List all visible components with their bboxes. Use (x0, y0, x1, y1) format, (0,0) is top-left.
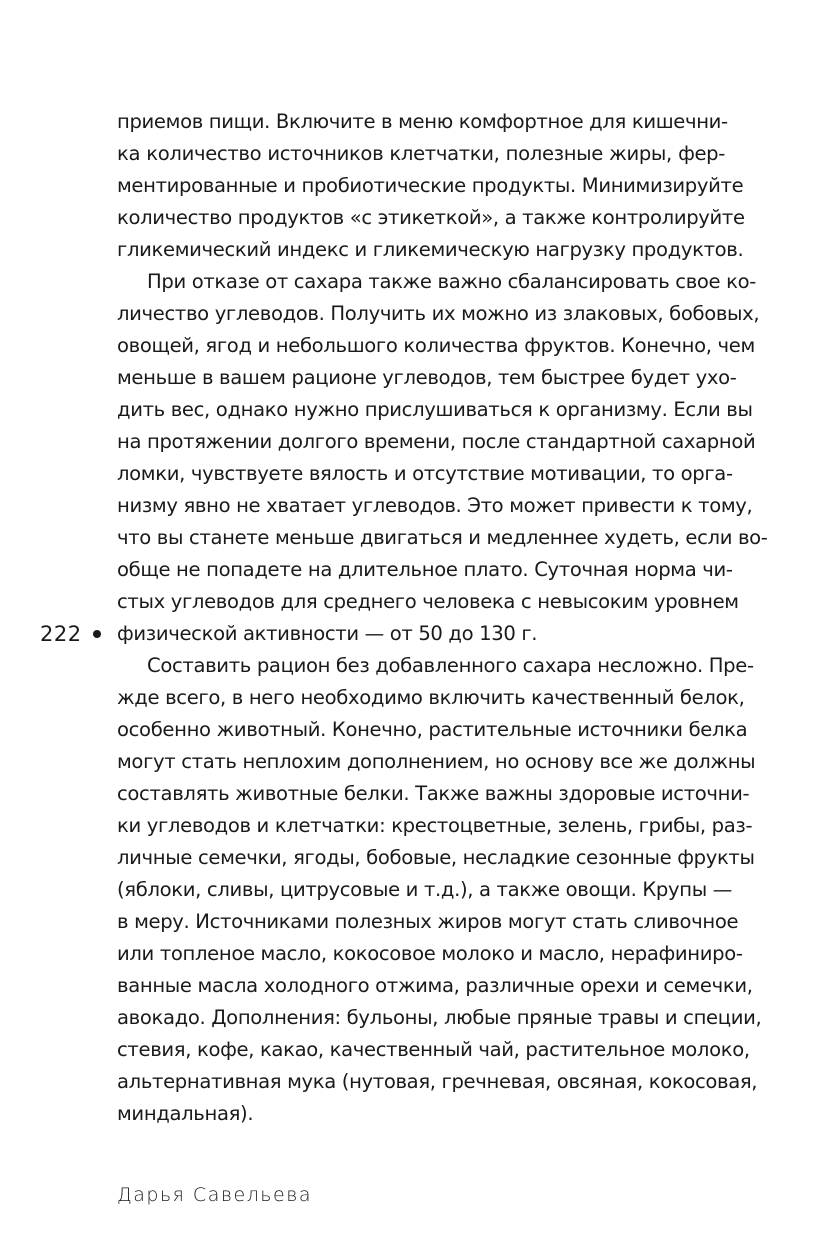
text-line: гликемический индекс и гликемическую нагрузку продуктов. (117, 238, 744, 261)
text-line: ломки, чувствуете вялость и отсутствие мотивации, то орга- (117, 462, 733, 485)
text-line: миндальная). (117, 1102, 254, 1125)
text-line: составлять животные белки. Также важны здоровые источни- (117, 782, 750, 805)
text-line: ментированные и пробиотические продукты. Минимизируйте (117, 174, 744, 197)
text-line: или топленое масло, кокосовое молоко и масло, нерафиниро- (117, 942, 743, 965)
text-line: стых углеводов для среднего человека с невысоким уровнем (117, 590, 739, 613)
text-line: личные семечки, ягоды, бобовые, несладкие сезонные фрукты (117, 846, 755, 869)
text-line: что вы станете меньше двигаться и медленнее худеть, если во- (117, 526, 768, 549)
text-line: обще не попадете на длительное плато. Суточная норма чи- (117, 558, 733, 581)
text-line: авокадо. Дополнения: бульоны, любые пряные травы и специи, (117, 1006, 762, 1029)
text-line: личество углеводов. Получить их можно из злаковых, бобовых, (117, 302, 760, 325)
text-line: приемов пищи. Включите в меню комфортное для кишечни- (117, 110, 728, 133)
text-line: на протяжении долгого времени, после стандартной сахарной (117, 430, 756, 453)
text-line: ка количество источников клетчатки, полезные жиры, фер- (117, 142, 725, 165)
text-line: низму явно не хватает углеводов. Это может привести к тому, (117, 494, 753, 517)
page-number-bullet (93, 630, 101, 638)
text-line: физической активности — от 50 до 130 г. (117, 622, 538, 645)
page-number: 222 (40, 622, 82, 646)
text-line: количество продуктов «с этикеткой», а также контролируйте (117, 206, 745, 229)
text-line: Составить рацион без добавленного сахара несложно. Пре- (147, 654, 754, 677)
text-line: в меру. Источниками полезных жиров могут стать сливочное (117, 910, 739, 933)
text-line: (яблоки, сливы, цитрусовые и т.д.), а также овощи. Крупы — (117, 878, 732, 901)
text-line: ки углеводов и клетчатки: крестоцветные, зелень, грибы, раз- (117, 814, 753, 837)
text-line: овощей, ягод и небольшого количества фруктов. Конечно, чем (117, 334, 755, 357)
text-line: альтернативная мука (нутовая, гречневая, овсяная, кокосовая, (117, 1070, 758, 1093)
text-line: стевия, кофе, какао, качественный чай, растительное молоко, (117, 1038, 750, 1061)
text-line: дить вес, однако нужно прислушиваться к организму. Если вы (117, 398, 753, 421)
running-footer-author: Дарья Савельева (117, 1184, 312, 1206)
text-line: особенно животный. Конечно, растительные источники белка (117, 718, 748, 741)
text-line: жде всего, в него необходимо включить качественный белок, (117, 686, 745, 709)
text-line: При отказе от сахара также важно сбалансировать свое ко- (147, 270, 756, 293)
text-line: ванные масла холодного отжима, различные орехи и семечки, (117, 974, 753, 997)
text-line: меньше в вашем рационе углеводов, тем быстрее будет ухо- (117, 366, 737, 389)
text-line: могут стать неплохим дополнением, но основу все же должны (117, 750, 756, 773)
